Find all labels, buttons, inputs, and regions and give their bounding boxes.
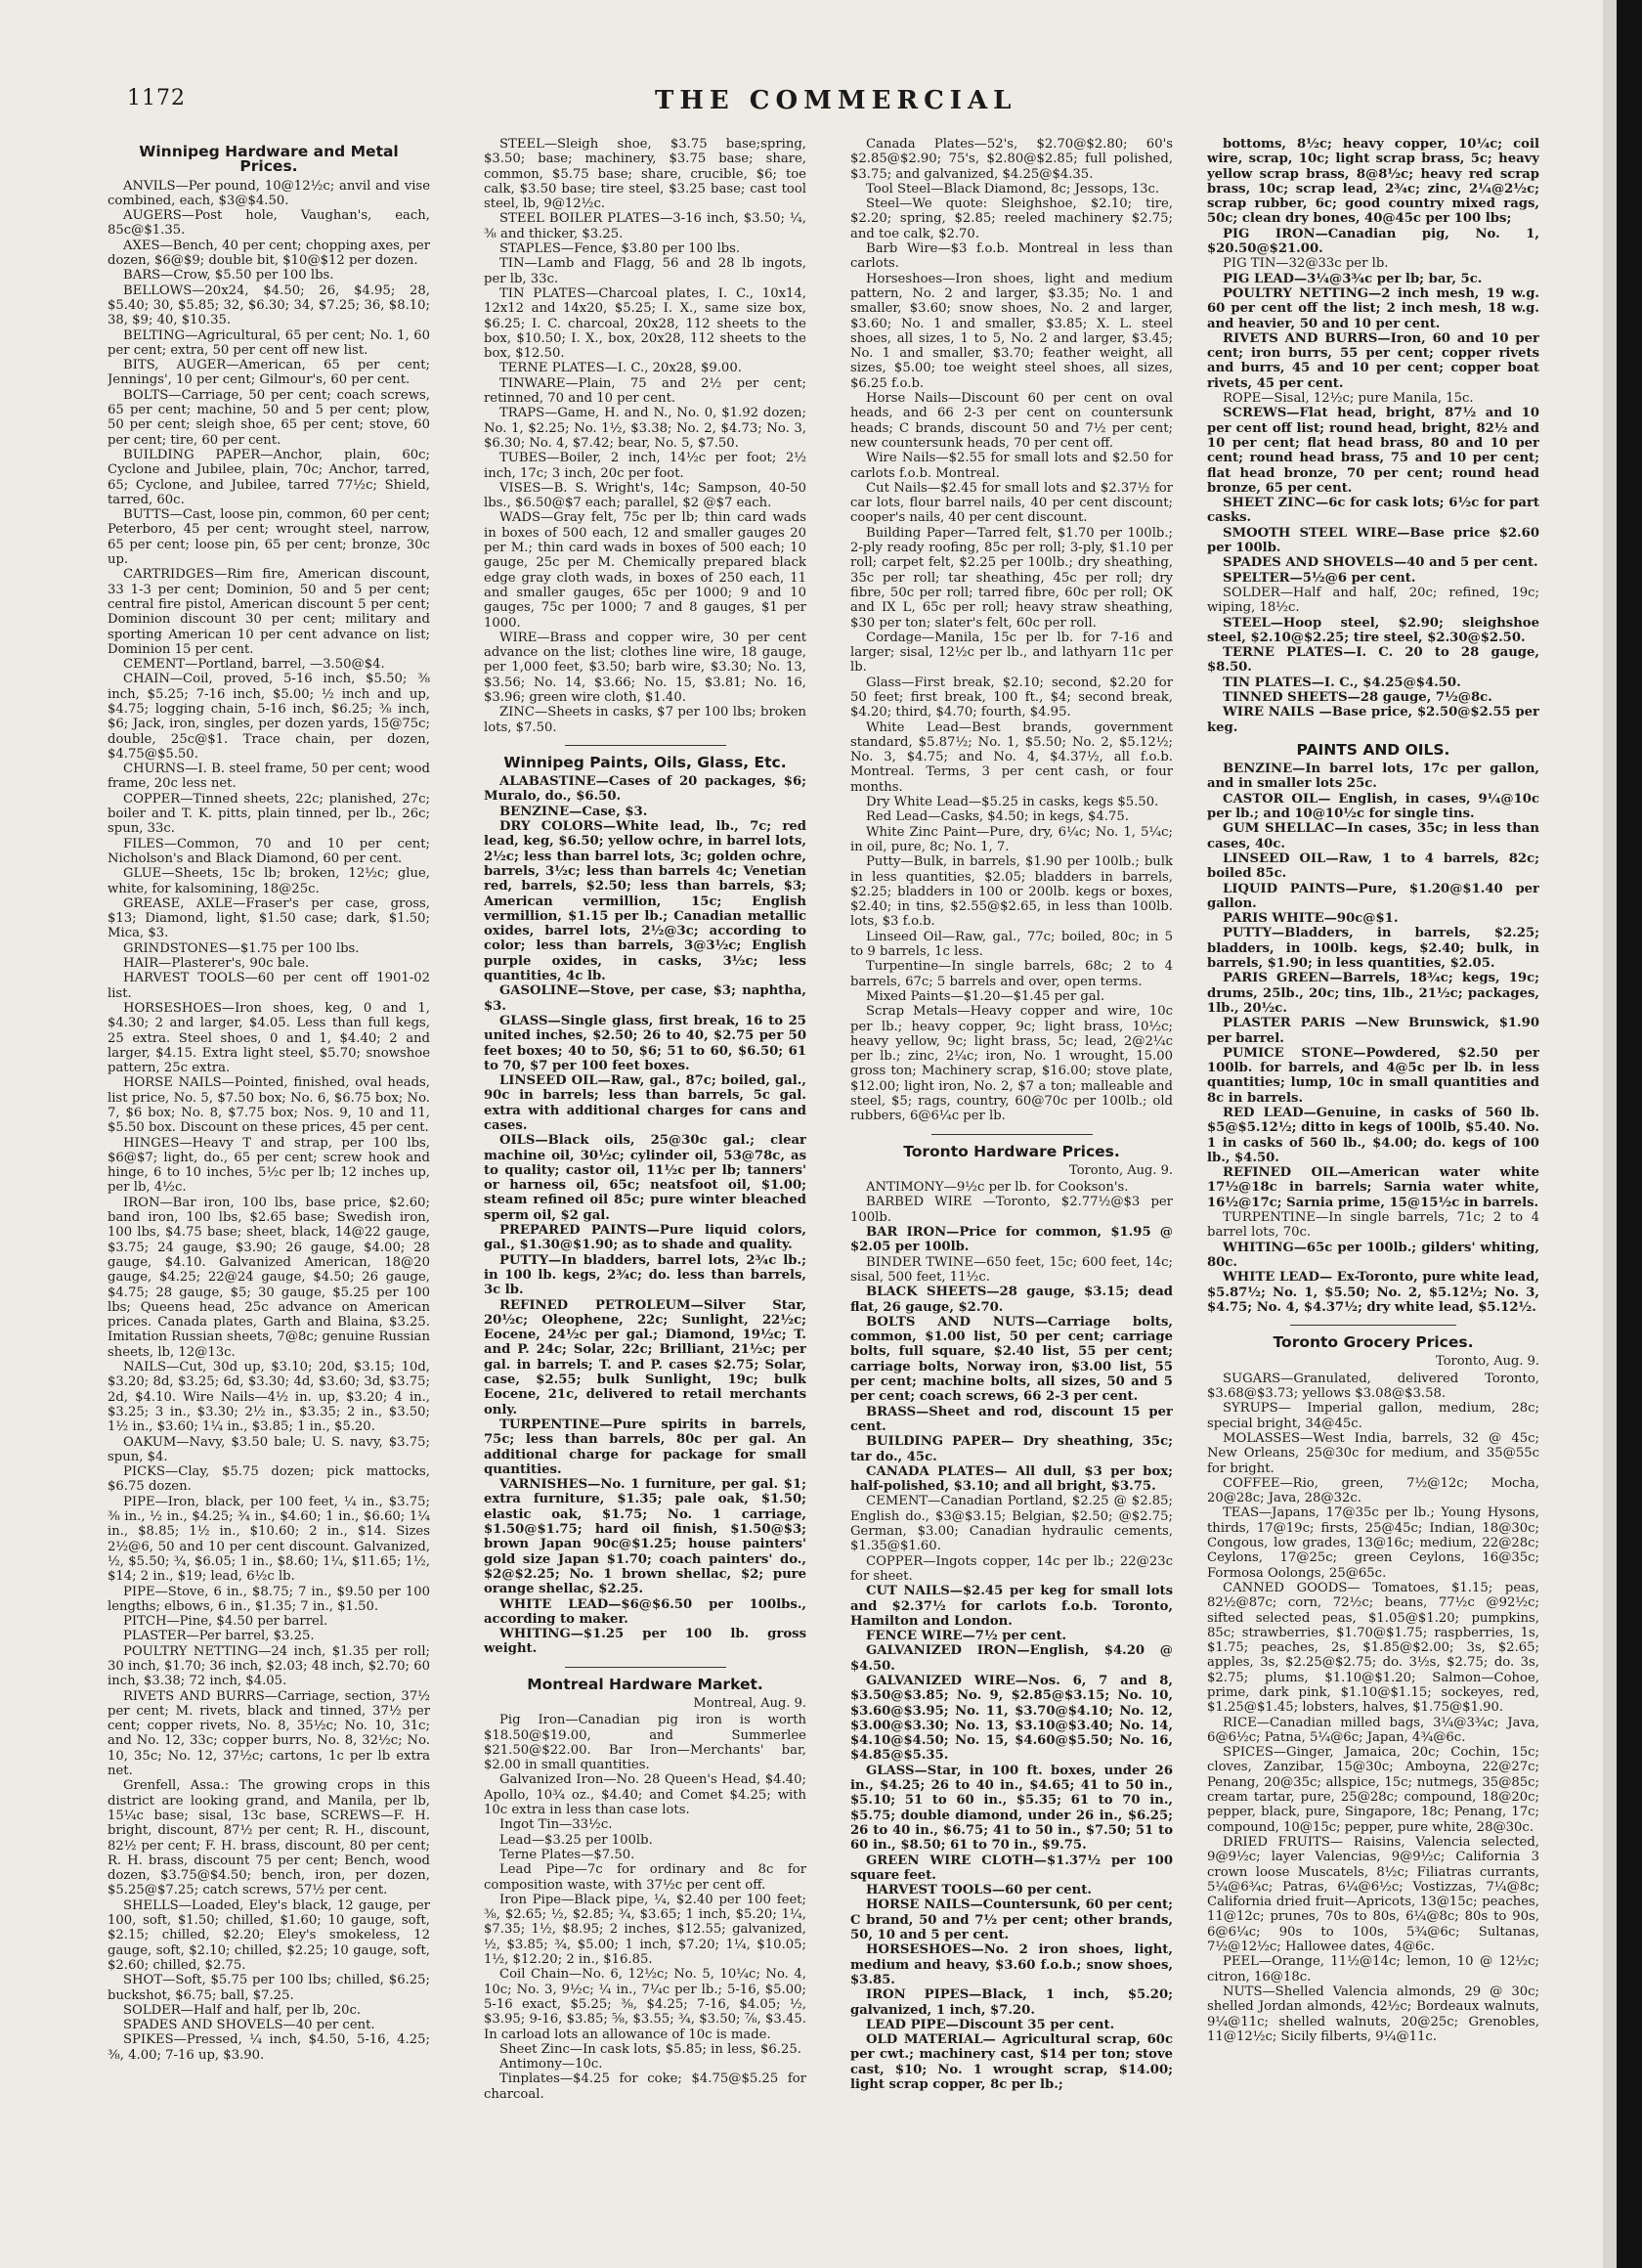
price-entry: GLASS—Single glass, first break, 16 to 25 united inches, $2.50; 26 to 40, $2.75 per 50 feet boxes; 40 to 50, $6; 51 to 60, $6.50; 61 to 70, $7 per 100 feet boxes. — [484, 1013, 806, 1073]
price-entry: TIN—Lamb and Flagg, 56 and 28 lb ingots, per lb, 33c. — [484, 256, 806, 286]
price-entry: WHITE LEAD— Ex-Toronto, pure white lead, $5.87½; No. 1, $5.50; No. 2, $5.12½; No. 3, $4.75; No. 4, $4.37½; dry white lead, $5.12½. — [1207, 1270, 1539, 1315]
price-entry: COPPER—Tinned sheets, 22c; planished, 27c; boiler and T. K. pitts, plain tinned, per lb., 26c; spun, 33c. — [108, 791, 430, 837]
price-entry: REFINED PETROLEUM—Silver Star, 20½c; Oleophene, 22c; Sunlight, 22½c; Eocene, 24½c per gal.; Diamond, 19½c; T. and P. 24c; Solar, 22c; Brilliant, 21½c; per gal. in barrels; T. and P. cases $2.75; Solar, case, $2.55; bulk Sunlight, 19c; bulk Eocene, 21c, delivered to retail merchants only. — [484, 1297, 806, 1418]
price-entry: CASTOR OIL— English, in cases, 9¼@10c per lb.; and 10@10½c for single tins. — [1207, 791, 1539, 822]
adjacent-page-letter: F — [1622, 960, 1631, 976]
price-list — [850, 1180, 1173, 2092]
price-entry: Scrap Metals—Heavy copper and wire, 10c per lb.; heavy copper, 9c; light brass, 10½c; heavy yellow, 9c; light brass, 5c; lead, 2@2¼c per lb.; zinc, 2¼c; iron, No. 1 wrought, 15.00 gross ton; Machinery scrap, $16.00; stove plate, $12.00; light iron, No. 2, $7 a ton; malleable and steel, $5; rags, country, 60@70c per 100lb.; old rubbers, 6@6¼c per lb. — [850, 1004, 1173, 1124]
price-entry: White Lead—Best brands, government standard, $5.87½; No. 1, $5.50; No. 2, $5.12½; No. 3, $4.75; and No. 4, $4.37½, all f.o.b. Montreal. Terms, 3 per cent cash, or four months. — [850, 720, 1173, 795]
price-list — [1207, 762, 1539, 1315]
price-entry: HAIR—Plasterer's, 90c bale. — [123, 956, 310, 972]
price-entry: RICE—Canadian milled bags, 3¼@3¾c; Java, 6@6½c; Patna, 5¼@6c; Japan, 4¾@6c. — [1207, 1715, 1539, 1745]
column-3 — [850, 137, 1173, 2229]
price-entry: WADS—Gray felt, 75c per lb; thin card wads in boxes of 500 each, 12 and smaller gauges 20 per M.; thin card wads in boxes of 500 each; 10 gauge, 25c per M. Chemically prepared black edge gray cloth wads, in boxes of 250 each, 11 and smaller gauges, 65c per 1000; 9 and 10 gauges, 75c per 1000; 7 and 8 gauges, $1 per 1000. — [484, 510, 806, 631]
section-divider — [565, 745, 726, 746]
price-entry: Red Lead—Casks, $4.50; in kegs, $4.75. — [866, 809, 1129, 825]
price-entry: HORSESHOES—Iron shoes, keg, 0 and 1, $4.30; 2 and larger, $4.05. Less than full kegs, 25 extra. Steel shoes, 0 and 1, $4.40; 2 and larger, $4.15. Extra light steel, $5.70; snowshoe pattern, 25c extra. — [108, 1000, 430, 1076]
price-entry: HARVEST TOOLS—60 per cent. — [866, 1883, 1092, 1898]
price-entry: PUTTY—Bladders, in barrels, $2.25; bladders, in 100lb. kegs, $2.40; bulk, in barrels, $1.90; in less quantities, $2.05. — [1207, 926, 1539, 972]
price-entry: BENZINE—Case, $3. — [499, 804, 648, 819]
price-entry: ANVILS—Per pound, 10@12½c; anvil and vise combined, each, $3@$4.50. — [108, 178, 430, 208]
price-entry: PUMICE STONE—Powdered, $2.50 per 100lb. for barrels, and 4@5c per lb. in less quantities; lump, 10c in small quantities and 8c in barrels. — [1207, 1045, 1539, 1106]
price-entry: TEAS—Japans, 17@35c per lb.; Young Hysons, thirds, 17@19c; firsts, 25@45c; Indian, 18@30c; Congous, low grades, 13@16c; medium, 22@28c; Ceylons, 17@25c; green Ceylons, 16@35c; Formosa Oolongs, 25@65c. — [1207, 1505, 1539, 1581]
price-entry: PIG IRON—Canadian pig, No. 1, $20.50@$21.00. — [1207, 226, 1539, 257]
price-entry: ALABASTINE—Cases of 20 packages, $6; Muralo, do., $6.50. — [484, 774, 806, 805]
price-list — [484, 137, 806, 735]
price-entry: MOLASSES—West India, barrels, 32 @ 45c; New Orleans, 25@30c for medium, and 35@55c for bright. — [1207, 1430, 1539, 1476]
price-entry: Lead—$3.25 per 100lb. — [499, 1832, 653, 1848]
price-entry: TRAPS—Game, H. and N., No. 0, $1.92 dozen; No. 1, $2.25; No. 1½, $3.38; No. 2, $4.73; No. 3, $6.30; No. 4, $7.42; bear, No. 5, $7.50. — [484, 406, 806, 451]
price-entry: Wire Nails—$2.55 for small lots and $2.50 for carlots f.o.b. Montreal. — [850, 451, 1173, 481]
price-entry: FILES—Common, 70 and 10 per cent; Nicholson's and Black Diamond, 60 per cent. — [108, 836, 430, 866]
price-entry: CEMENT—Canadian Portland, $2.25 @ $2.85; English do., $3@$3.15; Belgian, $2.50; @$2.75; German, $3.00; Canadian hydraulic cements, $1.35@$1.60. — [850, 1494, 1173, 1554]
price-entry: GLUE—Sheets, 15c lb; broken, 12½c; glue, white, for kalsomining, 18@25c. — [108, 866, 430, 896]
price-entry: GALVANIZED WIRE—Nos. 6, 7 and 8, $3.50@$3.85; No. 9, $2.85@$3.15; No. 10, $3.60@$3.95; No. 11, $3.70@$4.10; No. 12, $3.00@$3.30; No. 13, $3.10@$3.40; No. 14, $4.10@$4.50; No. 15, $4.60@$5.50; No. 16, $4.85@$5.35. — [850, 1673, 1173, 1764]
price-entry: VARNISHES—No. 1 furniture, per gal. $1; extra furniture, $1.35; pale oak, $1.50; elastic oak, $1.75; No. 1 carriage, $1.50@$1.75; hard oil finish, $1.50@$3; brown Japan 90c@$1.25; house painters' gold size Japan $1.70; coach painters' do., $2@$2.25; No. 1 brown shellac, $2; pure orange shellac, $2.25. — [484, 1477, 806, 1597]
price-entry: STAPLES—Fence, $3.80 per 100 lbs. — [499, 241, 741, 257]
price-entry: LEAD PIPE—Discount 35 per cent. — [866, 2017, 1115, 2032]
price-entry: OAKUM—Navy, $3.50 bale; U. S. navy, $3.75; spun, $4. — [108, 1434, 430, 1464]
price-entry: GREASE, AXLE—Fraser's per case, gross, $13; Diamond, light, $1.50 case; dark, $1.50; Mica, $3. — [108, 895, 430, 941]
price-entry: TUBES—Boiler, 2 inch, 14½c per foot; 2½ inch, 17c; 3 inch, 20c per foot. — [484, 451, 806, 481]
price-entry: Glass—First break, $2.10; second, $2.20 for 50 feet; first break, 100 ft., $4; second break, $4.20; third, $4.70; fourth, $4.95. — [850, 675, 1173, 720]
price-entry: Linseed Oil—Raw, gal., 77c; boiled, 80c; in 5 to 9 barrels, 1c less. — [850, 929, 1173, 960]
price-entry: CUT NAILS—$2.45 per keg for small lots and $2.37½ for carlots f.o.b. Toronto, Hamilton and London. — [850, 1584, 1173, 1629]
price-entry: OLD MATERIAL— Agricultural scrap, 60c per cwt.; machinery cast, $14 per ton; stove cast, $10; No. 1 wrought scrap, $14.00; light scrap copper, 8c per lb.; — [850, 2032, 1173, 2092]
price-entry: GREEN WIRE CLOTH—$1.37½ per 100 square feet. — [850, 1853, 1173, 1883]
section-title-paints-and-oils: PAINTS AND OILS. — [1296, 740, 1450, 759]
price-entry: Dry White Lead—$5.25 in casks, kegs $5.50. — [866, 795, 1159, 810]
page-number: 1172 — [127, 86, 186, 110]
price-entry: REFINED OIL—American water white 17½@18c in barrels; Sarnia water white, 16½@17c; Sarnia prime, 15@15½c in barrels. — [1207, 1165, 1539, 1210]
price-entry: Antimony—10c. — [499, 2057, 603, 2072]
price-entry: CEMENT—Portland, barrel, —3.50@$4. — [123, 657, 385, 673]
column-2 — [484, 137, 806, 2229]
price-list — [1207, 137, 1539, 735]
price-entry: LIQUID PAINTS—Pure, $1.20@$1.40 per gallon. — [1207, 881, 1539, 911]
price-entry: Iron Pipe—Black pipe, ¼, $2.40 per 100 feet; ⅜, $2.65; ½, $2.85; ¾, $3.65; 1 inch, $5.20; 1¼, $7.35; 1½, $8.95; 2 inches, $12.55; galvanized, ½, $3.85; ¾, $5.00; 1 inch, $7.20; 1¼, $10.05; 1½, $12.20; 2 in., $16.85. — [484, 1892, 806, 1968]
column-1 — [108, 137, 430, 2229]
section-title-montreal-hardware: Montreal Hardware Market. — [527, 1675, 763, 1693]
price-entry: BRASS—Sheet and rod, discount 15 per cent. — [850, 1404, 1173, 1434]
price-entry: TIN PLATES—I. C., $4.25@$4.50. — [1223, 675, 1461, 690]
price-entry: PITCH—Pine, $4.50 per barrel. — [123, 1614, 328, 1630]
price-entry: Pig Iron—Canadian pig iron is worth $18.50@$19.00, and Summerlee $21.50@$22.00. Bar Iron—Merchants' bar, $2.00 in small quantities. — [484, 1713, 806, 1773]
adjacent-page-margin — [1603, 0, 1617, 2268]
price-entry: TURPENTINE—In single barrels, 71c; 2 to 4 barrel lots, 70c. — [1207, 1210, 1539, 1241]
price-entry: Tool Steel—Black Diamond, 8c; Jessops, 13c. — [866, 181, 1160, 196]
price-entry: NAILS—Cut, 30d up, $3.10; 20d, $3.15; 10d, $3.20; 8d, $3.25; 6d, $3.30; 4d, $3.60; 3d, $3.75; 2d, $4.10. Wire Nails—4½ in. up, $3.20; 4 in., $3.25; 3 in., $3.30; 2½ in., $3.35; 2 in., $3.50; 1½ in., $3.60; 1¼ in., $3.85; 1 in., $5.20. — [108, 1360, 430, 1435]
price-entry: PARIS WHITE—90c@$1. — [1223, 911, 1399, 927]
price-entry: TIN PLATES—Charcoal plates, I. C., 10x14, 12x12 and 14x20, $5.25; I. X., same size box, $6.25; I. C. charcoal, 20x28, 112 sheets to the box, $10.50; I. X., box, 20x28, 112 sheets to the box, $12.50. — [484, 285, 806, 362]
price-entry: Mixed Paints—$1.20—$1.45 per gal. — [866, 988, 1105, 1004]
price-entry: SCREWS—Flat head, bright, 87½ and 10 per cent off list; round head, bright, 82½ and 10 per cent; flat head brass, 80 and 10 per cent; round head brass, 75 and 10 per cent; flat head bronze, 70 per cent; round head bronze, 65 per cent. — [1207, 406, 1539, 496]
price-entry: TURPENTINE—Pure spirits in barrels, 75c; less than barrels, 80c per gal. An additional charge for package for small quantities. — [484, 1417, 806, 1477]
price-entry: Building Paper—Tarred felt, $1.70 per 100lb.; 2-ply ready roofing, 85c per roll; 3-ply, $1.10 per roll; carpet felt, $2.25 per 100lb.; dry sheathing, 35c per roll; tar sheathing, 45c per roll; dry fibre, 50c per roll; tarred fibre, 60c per roll; OK and IX L, 65c per roll; heavy straw sheathing, $30 per ton; slater's felt, 60c per roll. — [850, 525, 1173, 631]
price-list — [1207, 1372, 1539, 2044]
price-entry: ZINC—Sheets in casks, $7 per 100 lbs; broken lots, $7.50. — [484, 705, 806, 735]
price-entry: WIRE—Brass and copper wire, 30 per cent advance on the list; clothes line wire, 18 gauge, per 1,000 feet, $3.50; barb wire, $3.30; No. 13, $3.56; No. 14, $3.66; No. 15, $3.81; No. 16, $3.96; green wire cloth, $1.40. — [484, 630, 806, 705]
section-divider — [931, 1134, 1093, 1135]
price-entry: TERNE PLATES—I. C. 20 to 28 gauge, $8.50. — [1207, 645, 1539, 676]
price-list — [108, 179, 430, 2063]
price-entry: ROPE—Sisal, 12½c; pure Manila, 15c. — [1223, 391, 1474, 407]
price-entry: BUILDING PAPER—Anchor, plain, 60c; Cyclone and Jubilee, plain, 70c; Anchor, tarred, 65; Cyclone, and Jubilee, tarred 77½c; Shield, tarred, 60c. — [108, 447, 430, 507]
price-entry: Galvanized Iron—No. 28 Queen's Head, $4.40; Apollo, 10¾ oz., $4.40; and Comet $4.25; with 10c extra in less than case lots. — [484, 1772, 806, 1818]
dateline: Montreal, Aug. 9. — [693, 1695, 806, 1711]
price-entry: BARS—Crow, $5.50 per 100 lbs. — [123, 268, 334, 284]
price-entry: SPADES AND SHOVELS—40 per cent. — [123, 2018, 375, 2033]
price-entry: BELLOWS—20x24, $4.50; 26, $4.95; 28, $5.40; 30, $5.85; 32, $6.30; 34, $7.25; 36, $8.10; 38, $9; 40, $10.35. — [108, 283, 430, 328]
section-title-winnipeg-hardware: Winnipeg Hardware and Metal Prices. — [139, 143, 399, 176]
price-list — [484, 1713, 806, 2102]
price-list — [484, 774, 806, 1657]
price-entry: CHURNS—I. B. steel frame, 50 per cent; wood frame, 20c less net. — [108, 762, 430, 792]
price-entry: White Zinc Paint—Pure, dry, 6¼c; No. 1, 5¼c; in oil, pure, 8c; No. 1, 7. — [850, 824, 1173, 854]
price-entry: Cordage—Manila, 15c per lb. for 7-16 and larger; sisal, 12½c per lb., and lathyarn 11c per lb. — [850, 630, 1173, 676]
price-entry: Lead Pipe—7c for ordinary and 8c for composition waste, with 37½c per cent off. — [484, 1862, 806, 1893]
price-entry: Barb Wire—$3 f.o.b. Montreal in less than carlots. — [850, 241, 1173, 272]
price-entry: bottoms, 8½c; heavy copper, 10¼c; coil wire, scrap, 10c; light scrap brass, 5c; heavy yellow scrap brass, 8@8½c; heavy red scrap brass, 10c; scrap lead, 2¾c; zinc, 2¼@2½c; scrap rubber, 6c; good country mixed rags, 50c; clean dry bones, 40@45c per 100 lbs; — [1207, 137, 1539, 227]
price-entry: ANTIMONY—9½c per lb. for Cookson's. — [866, 1180, 1129, 1196]
price-entry: COFFEE—Rio, green, 7½@12c; Mocha, 20@28c; Java, 28@32c. — [1207, 1475, 1539, 1506]
price-entry: SOLDER—Half and half, per lb, 20c. — [123, 2002, 362, 2018]
columns — [108, 137, 1539, 2229]
price-entry: TINNED SHEETS—28 gauge, 7½@8c. — [1223, 689, 1492, 705]
adjacent-page-letter: J — [1620, 909, 1627, 930]
price-entry: Terne Plates—$7.50. — [499, 1847, 635, 1862]
price-entry: TERNE PLATES—I. C., 20x28, $9.00. — [499, 361, 742, 376]
price-entry: BENZINE—In barrel lots, 17c per gallon, and in smaller lots 25c. — [1207, 762, 1539, 792]
price-entry: HARVEST TOOLS—60 per cent off 1901-02 list. — [108, 971, 430, 1001]
price-entry: BOLTS—Carriage, 50 per cent; coach screws, 65 per cent; machine, 50 and 5 per cent; plow, 50 per cent; sleigh shoe, 65 per cent; stove, 60 per cent; tire, 60 per cent. — [108, 387, 430, 448]
price-entry: Horseshoes—Iron shoes, light and medium pattern, No. 2 and larger, $3.35; No. 1 and smaller, $3.60; snow shoes, No. 2 and larger, $3.60; No. 1 and smaller, $3.85; X. L. steel shoes, all sizes, 1 to 5, No. 2 and larger, $3.45; No. 1 and smaller, $3.70; feather weight, all sizes, $5.00; toe weight steel shoes, all sizes, $6.25 f.o.b. — [850, 271, 1173, 391]
price-entry: BUILDING PAPER— Dry sheathing, 35c; tar do., 45c. — [850, 1434, 1173, 1464]
price-entry: LINSEED OIL—Raw, gal., 87c; boiled, gal., 90c in barrels; less than barrels, 5c gal. extra with additional charges for cans and cases. — [484, 1073, 806, 1133]
price-entry: GASOLINE—Stove, per case, $3; naphtha, $3. — [484, 983, 806, 1014]
price-entry: AXES—Bench, 40 per cent; chopping axes, per dozen, $6@$9; double bit, $10@$12 per dozen. — [108, 238, 430, 269]
price-entry: HORSESHOES—No. 2 iron shoes, light, medium and heavy, $3.60 f.o.b.; snow shoes, $3.85. — [850, 1942, 1173, 1987]
price-entry: IRON—Bar iron, 100 lbs, base price, $2.60; band iron, 100 lbs, $2.65 base; Swedish iron, 100 lbs, $4.75 base; sheet, black, 14@22 gauge, $3.75; 24 gauge, $3.90; 26 gauge, $4.00; 28 gauge, $4.10. Galvanized American, 18@20 gauge, $4.25; 22@24 gauge, $4.50; 26 gauge, $4.75; 28 gauge, $5; 30 gauge, $5.25 per 100 lbs; Queens head, 25c advance on American prices. Canada plates, Garth and Blaina, $3.25. Imitation Russian sheets, 7@8c; genuine Russian sheets, lb, 12@13c. — [108, 1195, 430, 1360]
price-entry: IRON PIPES—Black, 1 inch, $5.20; galvanized, 1 inch, $7.20. — [850, 1987, 1173, 2018]
price-entry: OILS—Black oils, 25@30c gal.; clear machine oil, 30½c; cylinder oil, 53@78c, as to quality; castor oil, 11½c per lb; tanners' or harness oil, 65c; neatsfoot oil, $1.00; steam refined oil 85c; pure winter bleached sperm oil, $2 gal. — [484, 1133, 806, 1223]
price-entry: NUTS—Shelled Valencia almonds, 29 @ 30c; shelled Jordan almonds, 42½c; Bordeaux walnuts, 9¼@11c; shelled walnuts, 20@25c; Grenobles, 11@12½c; Sicily filberts, 9¼@11c. — [1207, 1984, 1539, 2044]
price-entry: RIVETS AND BURRS—Carriage, section, 37½ per cent; M. rivets, black and tinned, 37½ per cent; copper rivets, No. 8, 35½c; No. 10, 31c; and No. 12, 33c; copper burrs, No. 8, 32½c; No. 10, 35c; No. 12, 37½c; cartons, 1c per lb extra net. — [108, 1688, 430, 1779]
dateline: Toronto, Aug. 9. — [1436, 1354, 1539, 1370]
dateline: Toronto, Aug. 9. — [1069, 1162, 1173, 1178]
price-entry: PIG TIN—32@33c per lb. — [1223, 256, 1389, 272]
price-entry: WHITING—65c per 100lb.; gilders' whiting, 80c. — [1207, 1240, 1539, 1270]
adjacent-page-edge — [1603, 0, 1642, 2268]
price-entry: Canada Plates—52's, $2.70@$2.80; 60's $2.85@$2.90; 75's, $2.80@$2.85; full polished, $3.75; and galvanized, $4.25@$4.35. — [850, 137, 1173, 182]
price-entry: CARTRIDGES—Rim fire, American discount, 33 1-3 per cent; Dominion, 50 and 5 per cent; central fire pistol, American discount 5 per cent; Dominion discount 30 per cent; military and sporting American 10 per cent advance on list; Dominion 15 per cent. — [108, 567, 430, 657]
price-entry: CANNED GOODS— Tomatoes, $1.15; peas, 82½@87c; corn, 72½c; beans, 77½c @92½c; sifted selected peas, $1.05@$1.20; pumpkins, 85c; strawberries, $1.70@$1.75; raspberries, 1s, $1.75; peaches, 2s, $1.85@$2.00; 3s, $2.65; apples, 3s, $2.25@$2.75; do. 3½s, $2.75; do. 3s, $2.75; plums, $1.10@$1.20; Salmon—Cohoe, prime, dark pink, $1.10@$1.15; sockeyes, red, $1.25@$1.45; lobsters, halves, $1.75@$1.90. — [1207, 1580, 1539, 1716]
price-entry: PLASTER—Per barrel, $3.25. — [123, 1629, 315, 1644]
page-header — [127, 86, 1447, 125]
price-entry: SMOOTH STEEL WIRE—Base price $2.60 per 100lb. — [1207, 525, 1539, 556]
price-entry: STEEL—Hoop steel, $2.90; sleighshoe steel, $2.10@$2.25; tire steel, $2.30@$2.50. — [1207, 615, 1539, 645]
section-divider — [565, 1667, 726, 1668]
price-entry: PARIS GREEN—Barrels, 18¾c; kegs, 19c; drums, 25lb., 20c; tins, 1lb., 21½c; packages, 1lb., 20½c. — [1207, 971, 1539, 1016]
price-entry: Coil Chain—No. 6, 12½c; No. 5, 10¼c; No. 4, 10c; No. 3, 9½c; ¼ in., 7¼c per lb.; 5-16, $5.00; 5-16 exact, $5.25; ⅜, $4.25; 7-16, $4.05; ½, $3.95; 9-16, $3.85; ⅝, $3.55; ¾, $3.50; ⅞, $3.45. In carload lots an allowance of 10c is made. — [484, 1967, 806, 2042]
section-title-toronto-hardware: Toronto Hardware Prices. — [903, 1142, 1120, 1160]
price-entry: GLASS—Star, in 100 ft. boxes, under 26 in., $4.25; 26 to 40 in., $4.65; 41 to 50 in., $5.10; 51 to 60 in., $5.35; 61 to 70 in., $5.75; double diamond, under 26 in., $6.25; 26 to 40 in., $6.75; 41 to 50 in., $7.50; 51 to 60 in., $8.50; 61 to 70 in., $9.75. — [850, 1763, 1173, 1854]
price-entry: BINDER TWINE—650 feet, 15c; 600 feet, 14c; sisal, 500 feet, 11½c. — [850, 1254, 1173, 1285]
price-entry: PIPE—Stove, 6 in., $8.75; 7 in., $9.50 per 100 lengths; elbows, 6 in., $1.35; 7 in., $1.50. — [108, 1584, 430, 1614]
price-entry: SPICES—Ginger, Jamaica, 20c; Cochin, 15c; cloves, Zanzibar, 15@30c; Amboyna, 22@27c; Penang, 20@35c; allspice, 15c; nutmegs, 35@85c; cream tartar, pure, 25@28c; compound, 18@20c; pepper, black, pure, Singapore, 18c; Penang, 17c; compound, 10@15c; pepper, pure white, 28@30c. — [1207, 1745, 1539, 1835]
price-entry: WIRE NAILS —Base price, $2.50@$2.55 per keg. — [1207, 705, 1539, 735]
price-entry: HORSE NAILS—Pointed, finished, oval heads, list price, No. 5, $7.50 box; No. 6, $6.75 box; No. 7, $6 box; No. 8, $7.75 box; Nos. 9, 10 and 11, $5.50 box. Discount on these prices, 45 per cent. — [108, 1075, 430, 1136]
price-entry: Cut Nails—$2.45 for small lots and $2.37½ for car lots, flour barrel nails, 40 per cent discount; cooper's nails, 40 per cent discount. — [850, 480, 1173, 526]
section-title-toronto-grocery: Toronto Grocery Prices. — [1273, 1333, 1474, 1352]
price-entry: HORSE NAILS—Countersunk, 60 per cent; C brand, 50 and 7½ per cent; other brands, 50, 10 and 5 per cent. — [850, 1897, 1173, 1943]
price-entry: RED LEAD—Genuine, in casks of 560 lb. $5@$5.12½; ditto in kegs of 100lb, $5.40. No. 1 in casks of 560 lb., $4.00; do. kegs of 100 lb., $4.50. — [1207, 1106, 1539, 1165]
price-list — [850, 137, 1173, 1124]
price-entry: WHITE LEAD—$6@$6.50 per 100lbs., according to maker. — [484, 1596, 806, 1627]
price-entry: PUTTY—In bladders, barrel lots, 2¾c lb.; in 100 lb. kegs, 2¾c; do. less than barrels, 3c lb. — [484, 1252, 806, 1298]
section-divider — [1290, 1325, 1456, 1326]
price-entry: Horse Nails—Discount 60 per cent on oval heads, and 66 2-3 per cent on countersunk heads; C brands, discount 50 and 7½ per cent; new countersunk heads, 70 per cent off. — [850, 391, 1173, 451]
price-entry: BLACK SHEETS—28 gauge, $3.15; dead flat, 26 gauge, $2.70. — [850, 1285, 1173, 1315]
price-entry: DRY COLORS—White lead, lb., 7c; red lead, keg, $6.50; yellow ochre, in barrel lots, 2½c; less than barrel lots, 3c; golden ochre, barrels, 3½c; less than barrels 4c; Venetian red, barrels, $2.50; less than barrels, $3; American vermillion, 15c; English vermillion, $1.15 per lb.; Canadian metallic oxides, barrel lots, 2½@3c; according to color; less than barrels, 3@3½c; English purple oxides, in casks, 3½c; less quantities, 4c lb. — [484, 819, 806, 984]
price-entry: SPELTER—5½@6 per cent. — [1223, 570, 1416, 586]
price-entry: SUGARS—Granulated, delivered Toronto, $3.68@$3.73; yellows $3.08@$3.58. — [1207, 1371, 1539, 1402]
price-entry: POULTRY NETTING—24 inch, $1.35 per roll; 30 inch, $1.70; 36 inch, $2.03; 48 inch, $2.70; 60 inch, $3.38; 72 inch, $4.05. — [108, 1643, 430, 1689]
price-entry: BITS, AUGER—American, 65 per cent; Jennings', 10 per cent; Gilmour's, 60 per cent. — [108, 358, 430, 388]
price-entry: BELTING—Agricultural, 65 per cent; No. 1, 60 per cent; extra, 50 per cent off new list. — [108, 327, 430, 358]
price-entry: BOLTS AND NUTS—Carriage bolts, common, $1.00 list, 50 per cent; carriage bolts, full square, $2.40 list, 55 per cent; carriage bolts, Norway iron, $3.00 list, 55 per cent; machine bolts, all sizes, 50 and 5 per cent; coach screws, 66 2-3 per cent. — [850, 1314, 1173, 1405]
price-entry: Grenfell, Assa.: The growing crops in this district are looking grand, and Manila, per lb, 15¼c base; sisal, 13c base, SCREWS—F. H. bright, discount, 87½ per cent; R. H., discount, 82½ per cent; F. H. brass, discount, 80 per cent; R. H. brass, discount 75 per cent; Bench, wood dozen, $3.75@$4.50; bench, iron, per dozen, $5.25@$7.25; catch screws, 57½ per cent. — [108, 1778, 430, 1898]
price-entry: VISES—B. S. Wright's, 14c; Sampson, 40-50 lbs., $6.50@$7 each; parallel, $2 @$7 each. — [484, 480, 806, 511]
price-entry: AUGERS—Post hole, Vaughan's, each, 85c@$1.35. — [108, 208, 430, 239]
column-4 — [1207, 137, 1539, 2229]
price-entry: DRIED FRUITS— Raisins, Valencia selected, 9@9½c; layer Valencias, 9@9½c; California 3 crown loose Muscatels, 8½c; Filiatras currants, 5¼@6¾c; Patras, 6¼@6½c; Vostizzas, 7¼@8c; California dried fruit—Apricots, 13@15c; peaches, 11@12c; prunes, 70s to 80s, 6¼@8c; 80s to 90s, 6@6¼c; 90s to 100s, 5¾@6c; Sultanas, 7½@12½c; Hallowee dates, 4@6c. — [1207, 1834, 1539, 1955]
price-entry: HINGES—Heavy T and strap, per 100 lbs, $6@$7; light, do., 65 per cent; screw hook and hinge, 6 to 10 inches, 5½c per lb; 12 inches up, per lb, 4½c. — [108, 1135, 430, 1196]
price-entry: BARBED WIRE —Toronto, $2.77½@$3 per 100lb. — [850, 1195, 1173, 1225]
price-entry: Tinplates—$4.25 for coke; $4.75@$5.25 for charcoal. — [484, 2072, 806, 2102]
price-entry: BAR IRON—Price for common, $1.95 @ $2.05 per 100lb. — [850, 1225, 1173, 1255]
price-entry: STEEL—Sleigh shoe, $3.75 base;spring, $3.50; base; machinery, $3.75 base; share, common, $5.75 base; share, crucible, $6; toe calk, $3.50 base; tire steel, $3.25 base; cast tool steel, lb, 9@12½c. — [484, 137, 806, 212]
price-entry: SPIKES—Pressed, ¼ inch, $4.50, 5-16, 4.25; ⅜, 4.00; 7-16 up, $3.90. — [108, 2032, 430, 2063]
price-entry: PEEL—Orange, 11½@14c; lemon, 10 @ 12½c; citron, 16@18c. — [1207, 1954, 1539, 1984]
price-entry: RIVETS AND BURRS—Iron, 60 and 10 per cent; iron burrs, 55 per cent; copper rivets and burrs, 45 and 10 per cent; copper boat rivets, 45 per cent. — [1207, 330, 1539, 391]
price-entry: WHITING—$1.25 per 100 lb. gross weight. — [484, 1627, 806, 1657]
price-entry: SPADES AND SHOVELS—40 and 5 per cent. — [1223, 555, 1538, 571]
price-entry: Steel—We quote: Sleighshoe, $2.10; tire, $2.20; spring, $2.85; reeled machinery $2.75; and toe calk, $2.70. — [850, 196, 1173, 241]
price-entry: FENCE WIRE—7½ per cent. — [866, 1629, 1067, 1644]
price-entry: Putty—Bulk, in barrels, $1.90 per 100lb.; bulk in less quantities, $2.05; bladders in barrels, $2.25; bladders in 100 or 200lb. kegs or boxes, $2.40; in tins, $2.55@$2.65, in less than 100lb. lots, $3 f.o.b. — [850, 854, 1173, 930]
masthead: THE COMMERCIAL — [655, 86, 1017, 115]
price-entry: GRINDSTONES—$1.75 per 100 lbs. — [123, 940, 360, 956]
price-entry: Sheet Zinc—In cask lots, $5.85; in less, $6.25. — [499, 2041, 801, 2057]
price-entry: Turpentine—In single barrels, 68c; 2 to 4 barrels, 67c; 5 barrels and over, open terms. — [850, 959, 1173, 989]
price-entry: BUTTS—Cast, loose pin, common, 60 per cent; Peterboro, 45 per cent; wrought steel, narrow, 65 per cent; loose pin, 65 per cent; bronze, 30c up. — [108, 507, 430, 568]
price-entry: COPPER—Ingots copper, 14c per lb.; 22@23c for sheet. — [850, 1553, 1173, 1584]
price-entry: GALVANIZED IRON—English, $4.20 @ $4.50. — [850, 1643, 1173, 1674]
price-entry: CHAIN—Coil, proved, 5-16 inch, $5.50; ⅜ inch, $5.25; 7-16 inch, $5.00; ½ inch and up, $4.75; logging chain, 5-16 inch, $6.25; ⅜ inch, $6; Jack, iron, singles, per dozen yards, 15@75c; double, 25c@$1. Trace chain, per dozen, $4.75@$5.50. — [108, 672, 430, 762]
price-entry: PIPE—Iron, black, per 100 feet, ¼ in., $3.75; ⅜ in., ½ in., $4.25; ¾ in., $4.60; 1 in., $6.60; 1¼ in., $8.85; 1½ in., $10.60; 2 in., $14. Sizes 2½@6, 50 and 10 per cent discount. Galvanized, ½, $5.50; ¾, $6.05; 1 in., $8.60; 1¼, $11.65; 1½, $14; 2 in., $19; lead, 6½c lb. — [108, 1494, 430, 1585]
price-entry: LINSEED OIL—Raw, 1 to 4 barrels, 82c; boiled 85c. — [1207, 850, 1539, 882]
price-entry: STEEL BOILER PLATES—3-16 inch, $3.50; ¼, ⅜ and thicker, $3.25. — [484, 211, 806, 241]
price-entry: GUM SHELLAC—In cases, 35c; in less than cases, 40c. — [1207, 821, 1539, 851]
price-entry: CANADA PLATES— All dull, $3 per box; half-polished, $3.10; and all bright, $3.75. — [850, 1463, 1173, 1495]
price-entry: PREPARED PAINTS—Pure liquid colors, gal., $1.30@$1.90; as to shade and quality. — [484, 1223, 806, 1253]
price-entry: POULTRY NETTING—2 inch mesh, 19 w.g. 60 per cent off the list; 2 inch mesh, 18 w.g. and heavier, 50 and 10 per cent. — [1207, 285, 1539, 331]
price-entry: TINWARE—Plain, 75 and 2½ per cent; retinned, 70 and 10 per cent. — [484, 375, 806, 407]
price-entry: SHOT—Soft, $5.75 per 100 lbs; chilled, $6.25; buckshot, $6.75; ball, $7.25. — [108, 1973, 430, 2003]
price-entry: SOLDER—Half and half, 20c; refined, 19c; wiping, 18½c. — [1207, 585, 1539, 616]
price-entry: Ingot Tin—33½c. — [499, 1817, 613, 1833]
price-entry: SYRUPS— Imperial gallon, medium, 28c; special bright, 34@45c. — [1207, 1401, 1539, 1431]
price-entry: PLASTER PARIS —New Brunswick, $1.90 per barrel. — [1207, 1016, 1539, 1046]
price-entry: SHELLS—Loaded, Eley's black, 12 gauge, per 100, soft, $1.50; chilled, $1.60; 10 gauge, soft, $2.15; chilled, $2.20; Eley's smokeless, 12 gauge, soft, $2.10; chilled, $2.25; 10 gauge, soft, $2.60; chilled, $2.75. — [108, 1897, 430, 1973]
price-entry: PIG LEAD—3¼@3¾c per lb; bar, 5c. — [1223, 271, 1483, 286]
section-title-winnipeg-paints: Winnipeg Paints, Oils, Glass, Etc. — [503, 753, 787, 771]
price-entry: SHEET ZINC—6c for cask lots; 6½c for part casks. — [1207, 496, 1539, 526]
price-entry: PICKS—Clay, $5.75 dozen; pick mattocks, $6.75 dozen. — [108, 1464, 430, 1495]
